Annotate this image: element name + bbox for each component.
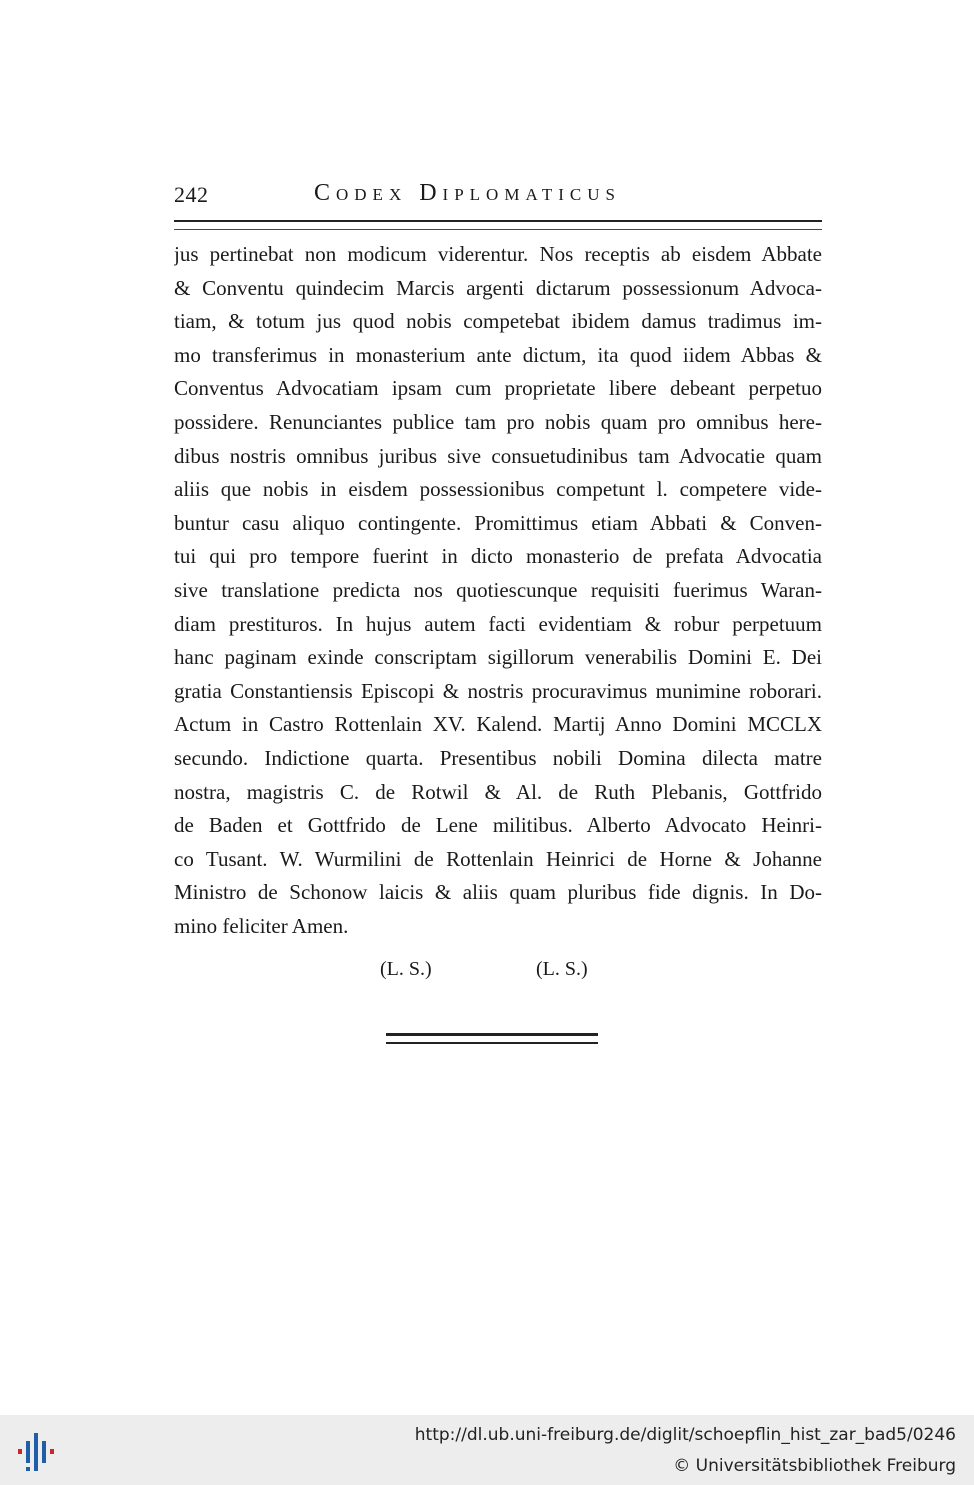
text-line: tui qui pro tempore fuerint in dicto monasterio de prefata Advocatia bbox=[174, 544, 822, 569]
running-head bbox=[174, 178, 822, 214]
running-head-title: Codex Diplomaticus bbox=[314, 180, 621, 206]
text-line: co Tusant. W. Wurmilini de Rottenlain Heinrici de Horne & Johanne bbox=[174, 846, 822, 871]
text-line: hanc paginam exinde conscriptam sigillorum venerabilis Domini E. Dei bbox=[174, 645, 822, 670]
ub-freiburg-logo-icon bbox=[12, 1429, 62, 1475]
text-line: sive translatione predicta nos quotiescunque requisiti fuerimus Waran- bbox=[174, 577, 822, 602]
text-line: diam prestituros. In hujus autem facti evidentiam & robur perpetuum bbox=[174, 611, 822, 636]
seal-mark: (L. S.) bbox=[536, 958, 588, 980]
header-double-rule bbox=[174, 220, 822, 230]
text-line: jus pertinebat non modicum viderentur. Nos receptis ab eisdem Abbate bbox=[174, 242, 822, 266]
text-line: & Conventu quindecim Marcis argenti dictarum possessionum Advoca- bbox=[174, 275, 822, 300]
text-line: mino feliciter Amen. bbox=[174, 913, 349, 938]
text-line: Ministro de Schonow laicis & aliis quam pluribus fide dignis. In Do- bbox=[174, 880, 822, 905]
page-number: 242 bbox=[174, 182, 209, 207]
text-line: Actum in Castro Rottenlain XV. Kalend. Martij Anno Domini MCCLX bbox=[174, 712, 822, 737]
text-line: gratia Constantiensis Episcopi & nostris procuravimus munimine roborari. bbox=[174, 678, 822, 703]
text-line: nostra, magistris C. de Rotwil & Al. de Ruth Plebanis, Gottfrido bbox=[174, 779, 822, 804]
text-line: Conventus Advocatiam ipsam cum proprietate libere debeant perpetuo bbox=[174, 376, 822, 401]
text-line: de Baden et Gottfrido de Lene militibus. Alberto Advocato Heinri- bbox=[174, 813, 822, 838]
text-line: tiam, & totum jus quod nobis competebat ibidem damus tradimus im- bbox=[174, 309, 822, 334]
seal-mark: (L. S.) bbox=[380, 958, 432, 980]
footer-bar bbox=[0, 1415, 974, 1485]
seals bbox=[380, 958, 620, 988]
text-line: secundo. Indictione quarta. Presentibus nobili Domina dilecta matre bbox=[174, 745, 822, 770]
text-line: dibus nostris omnibus juribus sive consuetudinibus tam Advocatie quam bbox=[174, 443, 822, 468]
footer-copyright: © Universitätsbibliothek Freiburg bbox=[673, 1456, 956, 1476]
text-line: mo transferimus in monasterium ante dictum, ita quod iidem Abbas & bbox=[174, 342, 822, 367]
text-line: possidere. Renunciantes publice tam pro nobis quam pro omnibus here- bbox=[174, 409, 822, 434]
footer-url-link[interactable]: http://dl.ub.uni-freiburg.de/diglit/schoepflin_hist_zar_bad5/0246 bbox=[414, 1425, 956, 1445]
end-double-rule bbox=[386, 1033, 598, 1044]
text-line: buntur casu aliquo contingente. Promittimus etiam Abbati & Conven- bbox=[174, 510, 822, 535]
text-line: aliis que nobis in eisdem possessionibus competunt l. competere vide- bbox=[174, 477, 822, 502]
body-text bbox=[174, 238, 822, 943]
